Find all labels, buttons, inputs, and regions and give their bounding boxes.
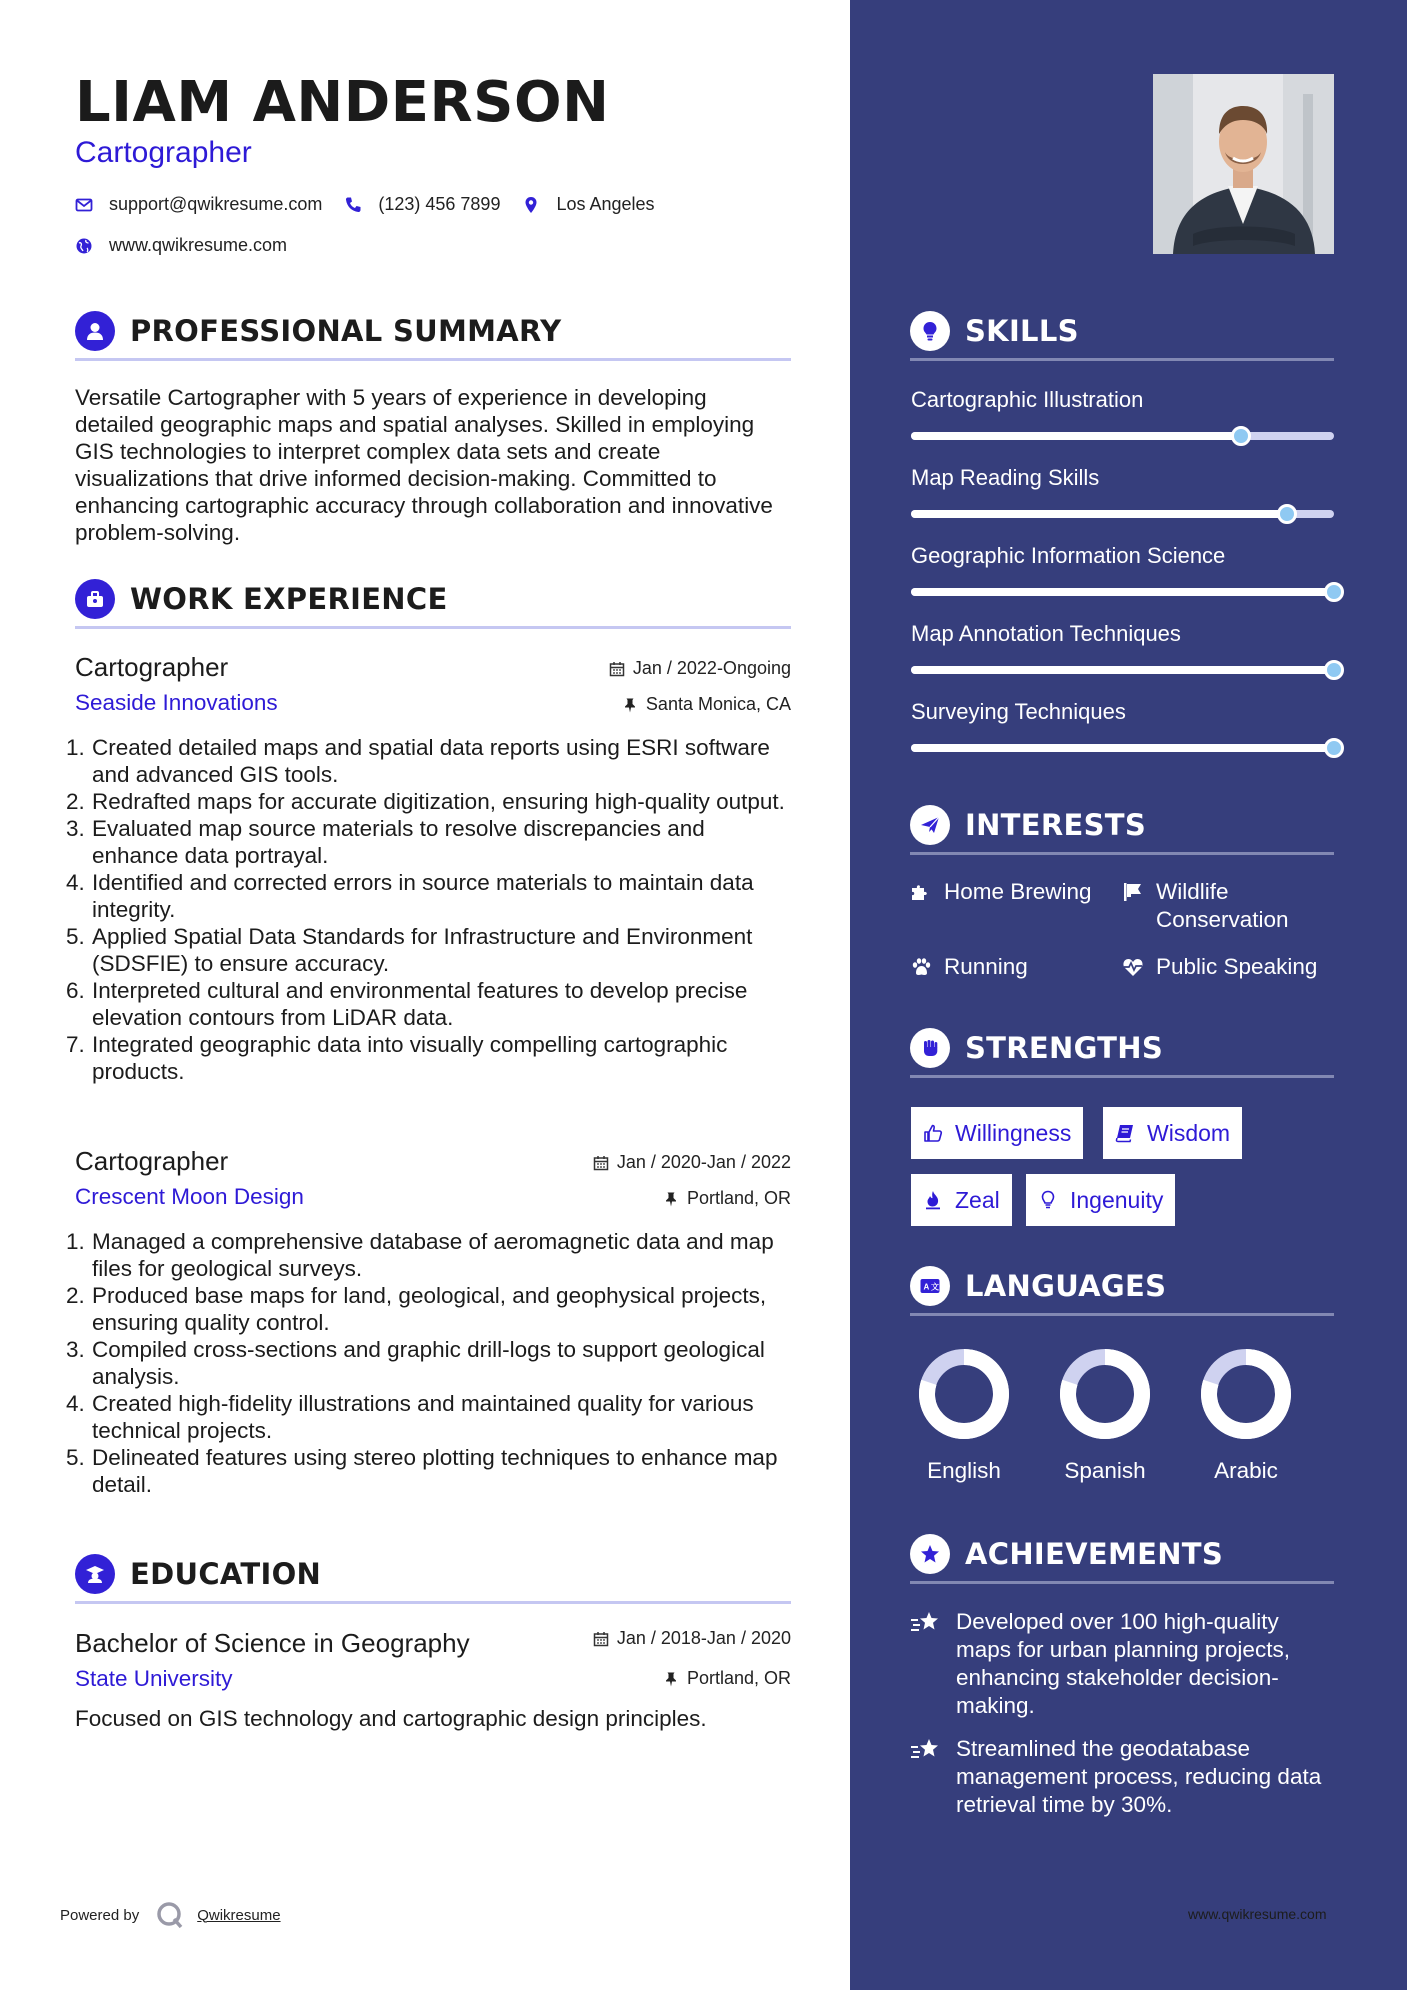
list-item: 1. Created detailed maps and spatial data reports using ESRI software and advanced GIS tools.: [66, 735, 770, 787]
skill-fill: [911, 666, 1334, 674]
calendar-icon: [593, 1631, 609, 1647]
education-location-text: Portland, OR: [686, 1668, 791, 1688]
language-item: [914, 1344, 1014, 1484]
job-dates-text: Jan / 2022-Ongoing: [632, 658, 791, 678]
skill-name: Geographic Information Science: [911, 543, 1226, 568]
skill-slider-knob[interactable]: [1231, 426, 1251, 446]
strength-label: Zeal: [955, 1186, 1000, 1213]
education-dates: [593, 1628, 791, 1649]
envelope-icon: [75, 196, 93, 214]
calendar-icon: [609, 661, 625, 677]
skills-heading: [910, 311, 1334, 361]
skill-item: [911, 621, 1335, 647]
education-dates-text: Jan / 2018-Jan / 2020: [616, 1628, 791, 1648]
paper-plane-icon: [910, 805, 950, 845]
languages-heading: [910, 1266, 1334, 1316]
skill-track: [911, 510, 1334, 518]
skill-fill: [911, 588, 1334, 596]
strength-label: Wisdom: [1147, 1119, 1231, 1146]
education-description: Focused on GIS technology and cartographic design principles.: [75, 1706, 707, 1731]
shooting-star-icon: [910, 1737, 942, 1763]
company-name: Crescent Moon Design: [75, 1184, 304, 1209]
fist-icon: [910, 1028, 950, 1068]
experience-title: WORK EXPERIENCE: [130, 581, 448, 616]
strengths-heading: [910, 1028, 1334, 1078]
education-heading: [75, 1554, 791, 1604]
company-name: Seaside Innovations: [75, 690, 278, 715]
list-item: 3. Compiled cross-sections and graphic drill-logs to support geological analysis.: [66, 1337, 765, 1389]
phone-icon: [344, 196, 362, 214]
briefcase-user-icon: [75, 579, 115, 619]
skill-track: [911, 744, 1334, 752]
flag-icon: [1122, 881, 1144, 903]
phone-contact[interactable]: [344, 194, 500, 215]
list-item: 7. Integrated geographic data into visually compelling cartographic products.: [66, 1032, 728, 1084]
list-item: 1. Managed a comprehensive database of aeromagnetic data and map files for geological surveys.: [66, 1229, 774, 1281]
language-ring: [914, 1344, 1014, 1444]
powered-by-text: Powered by: [60, 1906, 140, 1924]
achievement-text: Developed over 100 high-quality maps for urban planning projects, enhancing stakeholder decision-making.: [956, 1609, 1290, 1718]
list-item: 2. Produced base maps for land, geological, and geophysical projects, ensuring quality control.: [66, 1283, 767, 1335]
phone-text: (123) 456 7899: [378, 194, 501, 214]
interest-label: Wildlife Conservation: [1156, 879, 1289, 932]
user-icon: [75, 311, 115, 351]
strengths-title: STRENGTHS: [965, 1030, 1164, 1065]
thumbs-up-icon: [923, 1123, 943, 1143]
website-text: www.qwikresume.com: [109, 235, 288, 255]
svg-text:A: A: [923, 1282, 930, 1291]
degree-name: Bachelor of Science in Geography: [75, 1628, 470, 1658]
skill-slider-knob[interactable]: [1324, 582, 1344, 602]
summary-title: PROFESSIONAL SUMMARY: [130, 313, 562, 348]
skill-slider-knob[interactable]: [1324, 660, 1344, 680]
job-title: Cartographer: [75, 652, 229, 682]
language-name: English: [927, 1458, 1001, 1483]
svg-text:文: 文: [931, 1282, 939, 1291]
graduate-icon: [75, 1554, 115, 1594]
education-location: [663, 1668, 791, 1689]
powered-by: [60, 1900, 281, 1930]
skill-name: Surveying Techniques: [911, 699, 1126, 724]
puzzle-icon: [910, 881, 932, 903]
globe-icon: [75, 237, 93, 255]
lightbulb-icon: [1038, 1190, 1058, 1210]
email-text: support@qwikresume.com: [109, 194, 323, 214]
location-contact: [522, 194, 654, 215]
language-icon: [910, 1266, 950, 1306]
interest-item: [910, 953, 1028, 981]
interest-item: [910, 878, 1092, 906]
job-location: [663, 1188, 791, 1209]
map-marker-icon: [522, 196, 540, 214]
skill-slider-knob[interactable]: [1324, 738, 1344, 758]
school-name: State University: [75, 1666, 233, 1691]
language-item: [1055, 1344, 1155, 1484]
list-item: 4. Created high-fidelity illustrations and maintained quality for various technical projects.: [66, 1391, 754, 1443]
achievement-item: [910, 1735, 1334, 1819]
summary-heading: [75, 311, 791, 361]
interests-heading: [910, 805, 1334, 855]
achievements-heading: [910, 1534, 1334, 1584]
candidate-name: LIAM ANDERSON: [75, 70, 610, 135]
skill-item: [911, 699, 1335, 725]
job-location: [622, 694, 791, 715]
language-ring: [1196, 1344, 1296, 1444]
achievement-item: [910, 1608, 1334, 1720]
email-contact[interactable]: [75, 194, 322, 215]
skill-item: [911, 465, 1335, 491]
location-text: Los Angeles: [556, 194, 655, 214]
job-bullets: [66, 734, 791, 1085]
contact-row-2: [75, 235, 309, 256]
website-contact[interactable]: [75, 235, 287, 256]
skill-track: [911, 666, 1334, 674]
contact-row: [75, 194, 677, 215]
footer-url[interactable]: www.qwikresume.com: [1188, 1906, 1327, 1922]
qwikresume-link[interactable]: Qwikresume: [197, 1906, 281, 1924]
pushpin-icon: [663, 1191, 679, 1207]
lightbulb-icon: [910, 311, 950, 351]
calendar-icon: [593, 1155, 609, 1171]
list-item: 5. Applied Spatial Data Standards for Infrastructure and Environment (SDSFIE) to ensure accuracy.: [66, 924, 753, 976]
education-title: EDUCATION: [130, 1556, 322, 1591]
list-item: 3. Evaluated map source materials to resolve discrepancies and enhance data portrayal.: [66, 816, 705, 868]
job-dates: [593, 1152, 791, 1173]
strength-chip: [1026, 1174, 1175, 1226]
interest-label: Home Brewing: [944, 879, 1092, 904]
book-icon: [1115, 1123, 1135, 1143]
language-ring: [1055, 1344, 1155, 1444]
skill-item: [911, 387, 1335, 413]
skill-item: [911, 543, 1335, 569]
job-location-text: Santa Monica, CA: [645, 694, 791, 714]
experience-heading: [75, 579, 791, 629]
skill-track: [911, 588, 1334, 596]
interest-label: Running: [944, 954, 1028, 979]
languages-title: LANGUAGES: [965, 1268, 1167, 1303]
summary-text: Versatile Cartographer with 5 years of experience in developing detailed geographic maps and spatial analyses. Skilled in employing GIS technologies to interpret complex data sets and create visualizations that drive informed decision-making. Committed to enhancing cartographic accuracy through collaboration and innovative problem-solving.: [75, 385, 773, 545]
interests-title: INTERESTS: [965, 807, 1147, 842]
language-name: Arabic: [1214, 1458, 1278, 1483]
language-name: Spanish: [1064, 1458, 1146, 1483]
language-item: [1196, 1344, 1296, 1484]
skill-name: Map Reading Skills: [911, 465, 1100, 490]
job-dates-text: Jan / 2020-Jan / 2022: [616, 1152, 791, 1172]
job-title: Cartographer: [75, 1146, 229, 1176]
heartbeat-icon: [1122, 956, 1144, 978]
paw-icon: [910, 956, 932, 978]
achievements-title: ACHIEVEMENTS: [965, 1536, 1224, 1571]
interest-item: [1122, 953, 1317, 981]
list-item: 6. Interpreted cultural and environmental features to develop precise elevation contours from LiDAR data.: [66, 978, 748, 1030]
strength-chip: [1103, 1107, 1242, 1159]
pushpin-icon: [663, 1671, 679, 1687]
interest-label: Public Speaking: [1156, 954, 1318, 979]
list-item: 5. Delineated features using stereo plotting techniques to enhance map detail.: [66, 1445, 778, 1497]
job-location-text: Portland, OR: [686, 1188, 791, 1208]
skill-name: Map Annotation Techniques: [911, 621, 1181, 646]
skills-title: SKILLS: [965, 313, 1079, 348]
job-bullets: [66, 1228, 791, 1498]
qwikresume-logo-icon: [155, 1900, 185, 1930]
skill-track: [911, 432, 1334, 440]
strength-chip: [911, 1174, 1012, 1226]
candidate-title: Cartographer: [75, 136, 252, 169]
strength-label: Willingness: [955, 1119, 1072, 1146]
skill-name: Cartographic Illustration: [911, 387, 1144, 412]
skill-fill: [911, 432, 1241, 440]
pushpin-icon: [622, 697, 638, 713]
fire-icon: [923, 1190, 943, 1210]
achievement-text: Streamlined the geodatabase management process, reducing data retrieval time by 30%.: [956, 1736, 1322, 1817]
star-badge-icon: [910, 1534, 950, 1574]
list-item: 4. Identified and corrected errors in source materials to maintain data integrity.: [66, 870, 754, 922]
skill-fill: [911, 744, 1334, 752]
profile-photo: [1153, 74, 1334, 254]
list-item: 2. Redrafted maps for accurate digitization, ensuring high-quality output.: [66, 789, 785, 814]
job-dates: [609, 658, 791, 679]
strength-chip: [911, 1107, 1083, 1159]
skill-fill: [911, 510, 1287, 518]
interest-item: [1122, 878, 1332, 934]
shooting-star-icon: [910, 1610, 942, 1636]
strength-label: Ingenuity: [1070, 1186, 1164, 1213]
